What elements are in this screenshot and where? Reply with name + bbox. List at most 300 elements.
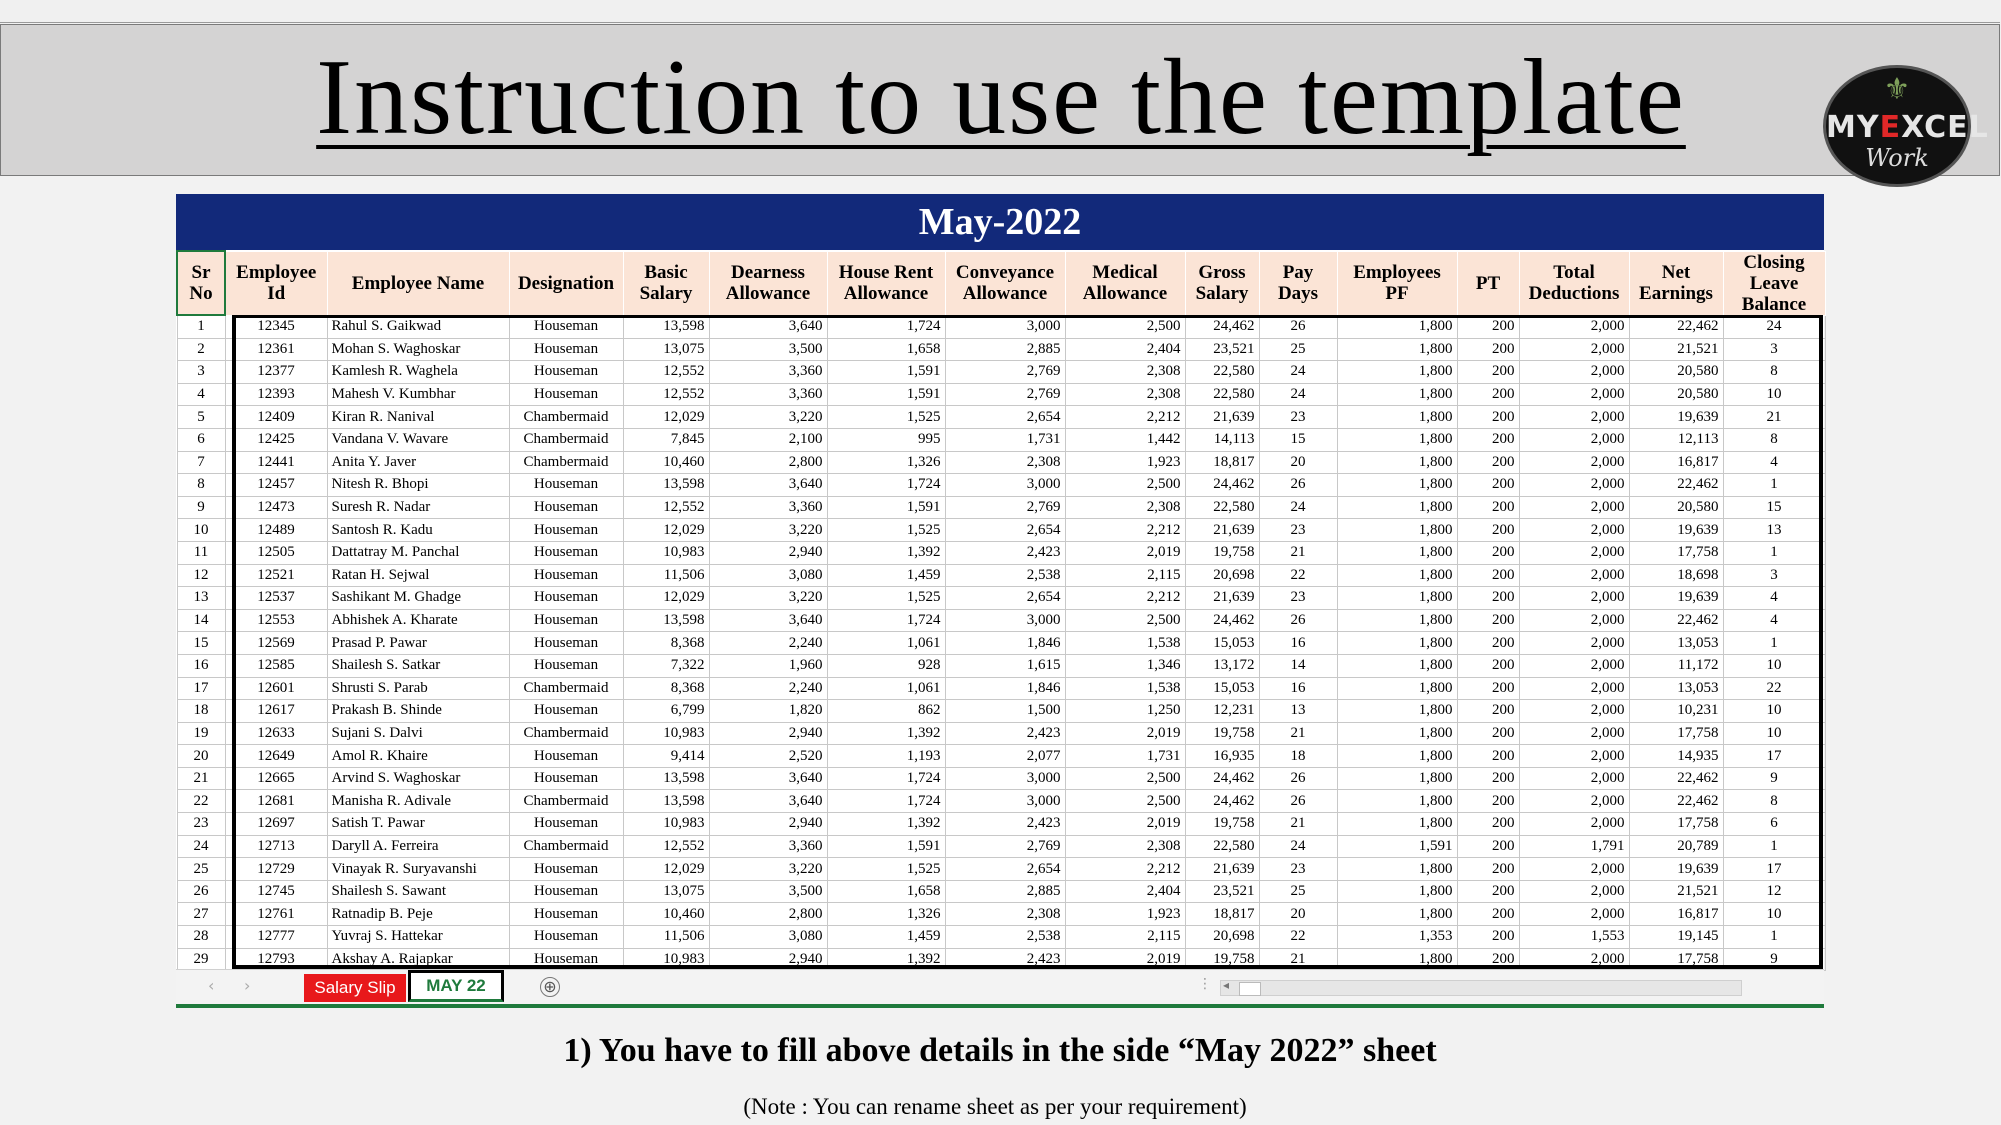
- table-cell[interactable]: Chambermaid: [509, 428, 623, 451]
- table-cell[interactable]: Houseman: [509, 338, 623, 361]
- prev-sheet-icon[interactable]: ‹: [208, 976, 215, 995]
- table-cell[interactable]: 2,654: [945, 858, 1065, 881]
- column-header[interactable]: Designation: [509, 251, 623, 315]
- table-cell[interactable]: 10: [1723, 654, 1825, 677]
- table-cell[interactable]: 24: [1259, 835, 1337, 858]
- table-cell[interactable]: 1,353: [1337, 926, 1457, 949]
- tab-may-22[interactable]: MAY 22: [408, 970, 504, 1002]
- table-cell[interactable]: 21: [1259, 541, 1337, 564]
- table-cell[interactable]: 12345: [225, 315, 327, 338]
- table-cell[interactable]: 17: [1723, 745, 1825, 768]
- table-cell[interactable]: 1,724: [827, 474, 945, 497]
- table-cell[interactable]: 17: [177, 677, 225, 700]
- table-cell[interactable]: 3,640: [709, 767, 827, 790]
- table-cell[interactable]: Houseman: [509, 587, 623, 610]
- table-cell[interactable]: 14,935: [1629, 745, 1723, 768]
- table-cell[interactable]: 1,615: [945, 654, 1065, 677]
- table-cell[interactable]: Houseman: [509, 496, 623, 519]
- table-cell[interactable]: 11,172: [1629, 654, 1723, 677]
- table-cell[interactable]: 2,077: [945, 745, 1065, 768]
- table-cell[interactable]: 8: [1723, 428, 1825, 451]
- table-cell[interactable]: 21: [1259, 948, 1337, 971]
- table-cell[interactable]: Ratnadip B. Peje: [327, 903, 509, 926]
- table-cell[interactable]: 2,000: [1519, 451, 1629, 474]
- table-cell[interactable]: 200: [1457, 654, 1519, 677]
- table-cell[interactable]: 2,240: [709, 677, 827, 700]
- table-cell[interactable]: 2,000: [1519, 587, 1629, 610]
- table-cell[interactable]: 13,075: [623, 338, 709, 361]
- table-cell[interactable]: 12585: [225, 654, 327, 677]
- table-cell[interactable]: Houseman: [509, 745, 623, 768]
- table-cell[interactable]: 21: [1723, 406, 1825, 429]
- table-cell[interactable]: 24,462: [1185, 767, 1259, 790]
- table-cell[interactable]: 22: [177, 790, 225, 813]
- table-cell[interactable]: Houseman: [509, 880, 623, 903]
- table-cell[interactable]: 24,462: [1185, 609, 1259, 632]
- table-cell[interactable]: 15: [177, 632, 225, 655]
- table-cell[interactable]: 16: [1259, 632, 1337, 655]
- table-cell[interactable]: 13,598: [623, 767, 709, 790]
- table-cell[interactable]: 3,220: [709, 406, 827, 429]
- table-cell[interactable]: 1,525: [827, 519, 945, 542]
- table-cell[interactable]: 21: [177, 767, 225, 790]
- table-cell[interactable]: 3: [1723, 564, 1825, 587]
- table-cell[interactable]: Houseman: [509, 361, 623, 384]
- table-cell[interactable]: 3,220: [709, 858, 827, 881]
- table-cell[interactable]: 200: [1457, 677, 1519, 700]
- table-cell[interactable]: 2,000: [1519, 496, 1629, 519]
- table-cell[interactable]: 995: [827, 428, 945, 451]
- table-cell[interactable]: 12665: [225, 767, 327, 790]
- table-cell[interactable]: 12,552: [623, 496, 709, 519]
- table-cell[interactable]: 15,053: [1185, 632, 1259, 655]
- table-cell[interactable]: 2,019: [1065, 722, 1185, 745]
- table-cell[interactable]: Satish T. Pawar: [327, 813, 509, 836]
- table-cell[interactable]: 1,392: [827, 541, 945, 564]
- table-cell[interactable]: 2,000: [1519, 767, 1629, 790]
- table-cell[interactable]: 1,061: [827, 677, 945, 700]
- table-cell[interactable]: 2,308: [945, 451, 1065, 474]
- table-cell[interactable]: 3: [177, 361, 225, 384]
- table-cell[interactable]: 1,061: [827, 632, 945, 655]
- table-cell[interactable]: 12393: [225, 383, 327, 406]
- table-cell[interactable]: 13: [1723, 519, 1825, 542]
- table-cell[interactable]: Chambermaid: [509, 677, 623, 700]
- table-cell[interactable]: 12377: [225, 361, 327, 384]
- table-cell[interactable]: Prasad P. Pawar: [327, 632, 509, 655]
- table-cell[interactable]: Houseman: [509, 813, 623, 836]
- table-cell[interactable]: Houseman: [509, 700, 623, 723]
- table-cell[interactable]: 200: [1457, 406, 1519, 429]
- table-cell[interactable]: 10,983: [623, 541, 709, 564]
- table-cell[interactable]: 2,940: [709, 722, 827, 745]
- table-cell[interactable]: 3,640: [709, 790, 827, 813]
- column-header[interactable]: Medical Allowance: [1065, 251, 1185, 315]
- table-cell[interactable]: Ratan H. Sejwal: [327, 564, 509, 587]
- table-cell[interactable]: 2,000: [1519, 428, 1629, 451]
- table-cell[interactable]: 2,000: [1519, 315, 1629, 338]
- table-cell[interactable]: Abhishek A. Kharate: [327, 609, 509, 632]
- table-cell[interactable]: 18: [177, 700, 225, 723]
- column-header[interactable]: Dearness Allowance: [709, 251, 827, 315]
- table-cell[interactable]: 21,521: [1629, 880, 1723, 903]
- table-cell[interactable]: 200: [1457, 609, 1519, 632]
- table-cell[interactable]: 12,231: [1185, 700, 1259, 723]
- table-cell[interactable]: Houseman: [509, 519, 623, 542]
- scroll-left-icon[interactable]: ◂: [1223, 978, 1230, 992]
- table-cell[interactable]: 14: [177, 609, 225, 632]
- table-cell[interactable]: 2,100: [709, 428, 827, 451]
- table-cell[interactable]: Kamlesh R. Waghela: [327, 361, 509, 384]
- table-cell[interactable]: 8: [1723, 361, 1825, 384]
- column-header[interactable]: Basic Salary: [623, 251, 709, 315]
- table-cell[interactable]: 1,731: [1065, 745, 1185, 768]
- table-cell[interactable]: 12489: [225, 519, 327, 542]
- table-cell[interactable]: 1,250: [1065, 700, 1185, 723]
- table-cell[interactable]: 11,506: [623, 926, 709, 949]
- table-cell[interactable]: 2,000: [1519, 541, 1629, 564]
- table-cell[interactable]: 2,000: [1519, 948, 1629, 971]
- table-cell[interactable]: 2,000: [1519, 880, 1629, 903]
- table-cell[interactable]: 2,654: [945, 587, 1065, 610]
- table-cell[interactable]: 3,220: [709, 587, 827, 610]
- table-cell[interactable]: 2,000: [1519, 722, 1629, 745]
- table-cell[interactable]: 16,817: [1629, 451, 1723, 474]
- table-cell[interactable]: 19,639: [1629, 858, 1723, 881]
- table-cell[interactable]: Nitesh R. Bhopi: [327, 474, 509, 497]
- column-header[interactable]: Employees PF: [1337, 251, 1457, 315]
- table-cell[interactable]: 2,000: [1519, 813, 1629, 836]
- table-cell[interactable]: Suresh R. Nadar: [327, 496, 509, 519]
- table-cell[interactable]: 12793: [225, 948, 327, 971]
- table-cell[interactable]: 7,322: [623, 654, 709, 677]
- table-cell[interactable]: 3,000: [945, 474, 1065, 497]
- table-cell[interactable]: 200: [1457, 790, 1519, 813]
- table-cell[interactable]: 200: [1457, 903, 1519, 926]
- table-cell[interactable]: 10: [1723, 383, 1825, 406]
- column-header[interactable]: House Rent Allowance: [827, 251, 945, 315]
- table-cell[interactable]: 2,940: [709, 813, 827, 836]
- table-cell[interactable]: 1,724: [827, 767, 945, 790]
- table-cell[interactable]: 1,800: [1337, 315, 1457, 338]
- table-cell[interactable]: 12713: [225, 835, 327, 858]
- table-cell[interactable]: 18,817: [1185, 451, 1259, 474]
- table-cell[interactable]: 200: [1457, 632, 1519, 655]
- table-cell[interactable]: 13: [177, 587, 225, 610]
- table-cell[interactable]: 200: [1457, 315, 1519, 338]
- table-cell[interactable]: 13,598: [623, 609, 709, 632]
- table-cell[interactable]: 200: [1457, 541, 1519, 564]
- table-cell[interactable]: Yuvraj S. Hattekar: [327, 926, 509, 949]
- table-cell[interactable]: 200: [1457, 813, 1519, 836]
- table-cell[interactable]: 2,000: [1519, 654, 1629, 677]
- table-cell[interactable]: 2,500: [1065, 315, 1185, 338]
- table-cell[interactable]: 1,346: [1065, 654, 1185, 677]
- table-cell[interactable]: 1,800: [1337, 654, 1457, 677]
- table-cell[interactable]: 25: [1259, 338, 1337, 361]
- table-cell[interactable]: 1: [177, 315, 225, 338]
- table-cell[interactable]: 1,724: [827, 790, 945, 813]
- table-cell[interactable]: 24: [177, 835, 225, 858]
- table-cell[interactable]: 2,500: [1065, 767, 1185, 790]
- table-cell[interactable]: 12361: [225, 338, 327, 361]
- tab-salary-slip[interactable]: Salary Slip: [304, 974, 406, 1002]
- table-cell[interactable]: Houseman: [509, 858, 623, 881]
- table-cell[interactable]: 23: [1259, 587, 1337, 610]
- table-cell[interactable]: 200: [1457, 519, 1519, 542]
- table-cell[interactable]: 1,800: [1337, 451, 1457, 474]
- table-cell[interactable]: 2,115: [1065, 564, 1185, 587]
- table-cell[interactable]: 6: [177, 428, 225, 451]
- column-header[interactable]: Conveyance Allowance: [945, 251, 1065, 315]
- table-cell[interactable]: 10: [1723, 903, 1825, 926]
- table-cell[interactable]: 200: [1457, 926, 1519, 949]
- table-cell[interactable]: 10: [177, 519, 225, 542]
- table-cell[interactable]: 1,800: [1337, 880, 1457, 903]
- table-cell[interactable]: 2,019: [1065, 541, 1185, 564]
- table-cell[interactable]: 23,521: [1185, 338, 1259, 361]
- table-cell[interactable]: 7: [177, 451, 225, 474]
- table-cell[interactable]: 2,000: [1519, 745, 1629, 768]
- table-cell[interactable]: 3,000: [945, 790, 1065, 813]
- table-cell[interactable]: 9: [1723, 948, 1825, 971]
- table-cell[interactable]: 4: [1723, 609, 1825, 632]
- table-cell[interactable]: 22,580: [1185, 496, 1259, 519]
- table-cell[interactable]: Manisha R. Adivale: [327, 790, 509, 813]
- table-cell[interactable]: 19,639: [1629, 587, 1723, 610]
- table-cell[interactable]: 12569: [225, 632, 327, 655]
- table-cell[interactable]: 2,212: [1065, 519, 1185, 542]
- table-cell[interactable]: Houseman: [509, 315, 623, 338]
- table-cell[interactable]: 12,552: [623, 835, 709, 858]
- table-cell[interactable]: 13,053: [1629, 632, 1723, 655]
- table-cell[interactable]: 19,639: [1629, 519, 1723, 542]
- table-cell[interactable]: 5: [177, 406, 225, 429]
- table-cell[interactable]: 2,240: [709, 632, 827, 655]
- table-cell[interactable]: 1,538: [1065, 632, 1185, 655]
- table-cell[interactable]: 12521: [225, 564, 327, 587]
- table-cell[interactable]: 8: [177, 474, 225, 497]
- table-cell[interactable]: Houseman: [509, 926, 623, 949]
- table-cell[interactable]: 1,800: [1337, 948, 1457, 971]
- table-cell[interactable]: 1,459: [827, 564, 945, 587]
- table-cell[interactable]: 1,591: [1337, 835, 1457, 858]
- table-cell[interactable]: 200: [1457, 428, 1519, 451]
- table-cell[interactable]: 15: [1259, 428, 1337, 451]
- table-cell[interactable]: 2,000: [1519, 700, 1629, 723]
- table-cell[interactable]: 10: [1723, 700, 1825, 723]
- table-cell[interactable]: 3,000: [945, 767, 1065, 790]
- table-cell[interactable]: 25: [1259, 880, 1337, 903]
- table-cell[interactable]: 1,525: [827, 587, 945, 610]
- table-cell[interactable]: 12457: [225, 474, 327, 497]
- table-cell[interactable]: Houseman: [509, 632, 623, 655]
- table-cell[interactable]: 23: [1259, 519, 1337, 542]
- table-cell[interactable]: Daryll A. Ferreira: [327, 835, 509, 858]
- table-cell[interactable]: 16,817: [1629, 903, 1723, 926]
- table-cell[interactable]: Mahesh V. Kumbhar: [327, 383, 509, 406]
- table-cell[interactable]: 16: [1259, 677, 1337, 700]
- table-cell[interactable]: 3: [1723, 338, 1825, 361]
- table-cell[interactable]: 20,698: [1185, 564, 1259, 587]
- table-cell[interactable]: Arvind S. Waghoskar: [327, 767, 509, 790]
- column-header[interactable]: PT: [1457, 251, 1519, 315]
- scroll-thumb[interactable]: [1239, 982, 1261, 996]
- table-cell[interactable]: 862: [827, 700, 945, 723]
- table-cell[interactable]: 10,231: [1629, 700, 1723, 723]
- table-cell[interactable]: 2,769: [945, 496, 1065, 519]
- table-cell[interactable]: 1,791: [1519, 835, 1629, 858]
- table-cell[interactable]: 24: [1259, 496, 1337, 519]
- table-cell[interactable]: 22,580: [1185, 361, 1259, 384]
- table-cell[interactable]: 21,639: [1185, 406, 1259, 429]
- table-cell[interactable]: 2,885: [945, 880, 1065, 903]
- table-cell[interactable]: 200: [1457, 451, 1519, 474]
- table-cell[interactable]: Chambermaid: [509, 722, 623, 745]
- table-cell[interactable]: 7,845: [623, 428, 709, 451]
- table-cell[interactable]: 2,940: [709, 541, 827, 564]
- table-cell[interactable]: 1,800: [1337, 677, 1457, 700]
- table-cell[interactable]: 26: [1259, 474, 1337, 497]
- table-cell[interactable]: 1,800: [1337, 903, 1457, 926]
- table-cell[interactable]: 21: [1259, 813, 1337, 836]
- table-cell[interactable]: 2,000: [1519, 790, 1629, 813]
- table-cell[interactable]: Sashikant M. Ghadge: [327, 587, 509, 610]
- table-cell[interactable]: Kiran R. Nanival: [327, 406, 509, 429]
- table-cell[interactable]: 22,462: [1629, 315, 1723, 338]
- table-cell[interactable]: 19,145: [1629, 926, 1723, 949]
- table-cell[interactable]: 20: [177, 745, 225, 768]
- table-cell[interactable]: 2,308: [945, 903, 1065, 926]
- table-cell[interactable]: 200: [1457, 722, 1519, 745]
- table-cell[interactable]: 1,392: [827, 722, 945, 745]
- next-sheet-icon[interactable]: ›: [244, 976, 251, 995]
- table-cell[interactable]: 22,462: [1629, 767, 1723, 790]
- table-cell[interactable]: 17: [1723, 858, 1825, 881]
- column-header[interactable]: Closing Leave Balance: [1723, 251, 1825, 315]
- table-cell[interactable]: Mohan S. Waghoskar: [327, 338, 509, 361]
- table-cell[interactable]: 12,029: [623, 587, 709, 610]
- column-header[interactable]: Employee Name: [327, 251, 509, 315]
- table-cell[interactable]: 1: [1723, 632, 1825, 655]
- table-cell[interactable]: Anita Y. Javer: [327, 451, 509, 474]
- table-cell[interactable]: 22,462: [1629, 474, 1723, 497]
- table-cell[interactable]: 12,029: [623, 858, 709, 881]
- table-cell[interactable]: 2,308: [1065, 835, 1185, 858]
- table-cell[interactable]: 12,029: [623, 519, 709, 542]
- table-cell[interactable]: 2,308: [1065, 383, 1185, 406]
- table-cell[interactable]: 13,172: [1185, 654, 1259, 677]
- table-cell[interactable]: 1,724: [827, 315, 945, 338]
- table-cell[interactable]: 20: [1259, 451, 1337, 474]
- table-cell[interactable]: 29: [177, 948, 225, 971]
- table-cell[interactable]: 2,019: [1065, 948, 1185, 971]
- table-cell[interactable]: 24,462: [1185, 474, 1259, 497]
- table-cell[interactable]: 1,800: [1337, 790, 1457, 813]
- table-cell[interactable]: 13,598: [623, 315, 709, 338]
- table-cell[interactable]: 22: [1259, 564, 1337, 587]
- table-cell[interactable]: 1,800: [1337, 383, 1457, 406]
- table-cell[interactable]: 1,800: [1337, 745, 1457, 768]
- table-cell[interactable]: 6: [1723, 813, 1825, 836]
- table-cell[interactable]: 18,698: [1629, 564, 1723, 587]
- table-cell[interactable]: 2,000: [1519, 474, 1629, 497]
- table-cell[interactable]: 12697: [225, 813, 327, 836]
- table-cell[interactable]: 6,799: [623, 700, 709, 723]
- table-cell[interactable]: 1,800: [1337, 700, 1457, 723]
- table-cell[interactable]: 200: [1457, 767, 1519, 790]
- column-header[interactable]: Sr No: [177, 251, 225, 315]
- table-cell[interactable]: 28: [177, 926, 225, 949]
- table-cell[interactable]: 200: [1457, 858, 1519, 881]
- table-cell[interactable]: 2,769: [945, 383, 1065, 406]
- table-cell[interactable]: 12601: [225, 677, 327, 700]
- table-cell[interactable]: 1,525: [827, 858, 945, 881]
- table-cell[interactable]: 2,115: [1065, 926, 1185, 949]
- column-header[interactable]: Gross Salary: [1185, 251, 1259, 315]
- table-cell[interactable]: 3,000: [945, 609, 1065, 632]
- table-cell[interactable]: 2,308: [1065, 496, 1185, 519]
- table-cell[interactable]: 12441: [225, 451, 327, 474]
- table-cell[interactable]: 1,591: [827, 361, 945, 384]
- table-cell[interactable]: 8: [1723, 790, 1825, 813]
- table-cell[interactable]: 26: [1259, 609, 1337, 632]
- table-cell[interactable]: 2,800: [709, 903, 827, 926]
- table-cell[interactable]: 20,789: [1629, 835, 1723, 858]
- table-cell[interactable]: 2,423: [945, 722, 1065, 745]
- table-cell[interactable]: 2,212: [1065, 587, 1185, 610]
- table-cell[interactable]: 1,326: [827, 903, 945, 926]
- table-cell[interactable]: 3,640: [709, 315, 827, 338]
- table-cell[interactable]: 2,769: [945, 361, 1065, 384]
- table-cell[interactable]: 13,598: [623, 790, 709, 813]
- table-cell[interactable]: 20,580: [1629, 361, 1723, 384]
- table-cell[interactable]: 12,552: [623, 383, 709, 406]
- table-cell[interactable]: Shrusti S. Parab: [327, 677, 509, 700]
- table-cell[interactable]: Santosh R. Kadu: [327, 519, 509, 542]
- table-cell[interactable]: 1,800: [1337, 519, 1457, 542]
- table-cell[interactable]: 1,658: [827, 338, 945, 361]
- table-cell[interactable]: 12729: [225, 858, 327, 881]
- add-sheet-icon[interactable]: ⊕: [540, 977, 560, 997]
- table-cell[interactable]: 200: [1457, 587, 1519, 610]
- table-cell[interactable]: 200: [1457, 564, 1519, 587]
- table-cell[interactable]: 12,113: [1629, 428, 1723, 451]
- table-cell[interactable]: Houseman: [509, 564, 623, 587]
- table-cell[interactable]: 1,800: [1337, 632, 1457, 655]
- table-cell[interactable]: 12617: [225, 700, 327, 723]
- table-cell[interactable]: Dattatray M. Panchal: [327, 541, 509, 564]
- table-cell[interactable]: 21: [1259, 722, 1337, 745]
- table-cell[interactable]: Vandana V. Wavare: [327, 428, 509, 451]
- table-cell[interactable]: 21,639: [1185, 587, 1259, 610]
- table-cell[interactable]: 1,800: [1337, 361, 1457, 384]
- horizontal-scrollbar[interactable]: [1220, 980, 1742, 996]
- table-cell[interactable]: 3,000: [945, 315, 1065, 338]
- table-cell[interactable]: 2,500: [1065, 790, 1185, 813]
- table-cell[interactable]: 12761: [225, 903, 327, 926]
- table-cell[interactable]: 4: [1723, 451, 1825, 474]
- table-cell[interactable]: Amol R. Khaire: [327, 745, 509, 768]
- table-cell[interactable]: 1,193: [827, 745, 945, 768]
- table-cell[interactable]: 21,639: [1185, 858, 1259, 881]
- table-cell[interactable]: 2,423: [945, 541, 1065, 564]
- table-cell[interactable]: 2,000: [1519, 338, 1629, 361]
- table-cell[interactable]: Vinayak R. Suryavanshi: [327, 858, 509, 881]
- table-cell[interactable]: 2,500: [1065, 609, 1185, 632]
- table-cell[interactable]: 26: [177, 880, 225, 903]
- table-cell[interactable]: 23: [1259, 406, 1337, 429]
